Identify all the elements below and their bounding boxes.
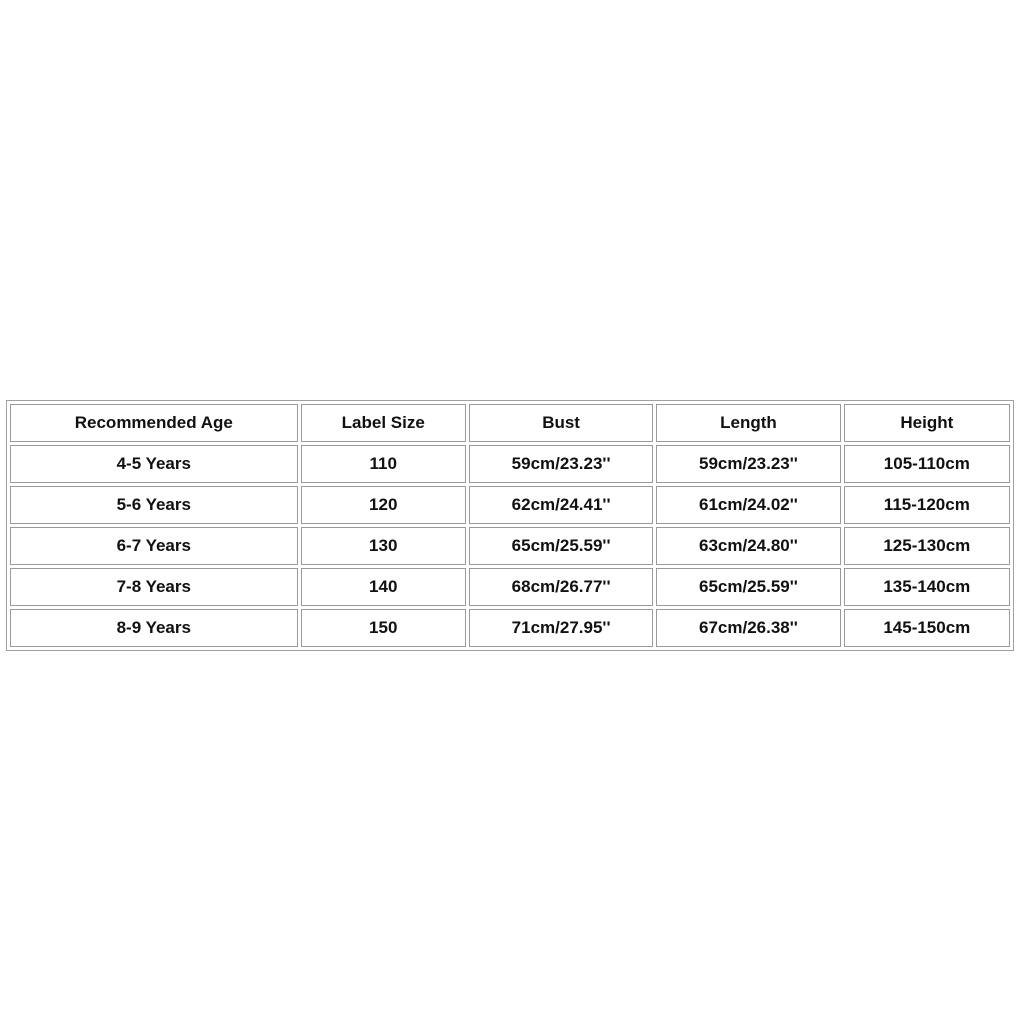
cell-height: 115-120cm <box>844 486 1010 524</box>
cell-length: 59cm/23.23'' <box>656 445 840 483</box>
cell-length: 61cm/24.02'' <box>656 486 840 524</box>
cell-bust: 62cm/24.41'' <box>469 486 653 524</box>
cell-age: 8-9 Years <box>10 609 298 647</box>
cell-age: 7-8 Years <box>10 568 298 606</box>
cell-bust: 59cm/23.23'' <box>469 445 653 483</box>
table-row <box>10 486 1010 524</box>
cell-age: 6-7 Years <box>10 527 298 565</box>
header-height: Height <box>844 404 1010 442</box>
table-row <box>10 445 1010 483</box>
cell-label-size: 130 <box>301 527 466 565</box>
table-row <box>10 527 1010 565</box>
cell-age: 4-5 Years <box>10 445 298 483</box>
cell-bust: 71cm/27.95'' <box>469 609 653 647</box>
table-row <box>10 609 1010 647</box>
header-label-size: Label Size <box>301 404 466 442</box>
cell-label-size: 150 <box>301 609 466 647</box>
header-length: Length <box>656 404 840 442</box>
cell-label-size: 140 <box>301 568 466 606</box>
cell-length: 63cm/24.80'' <box>656 527 840 565</box>
table-row <box>10 568 1010 606</box>
cell-label-size: 120 <box>301 486 466 524</box>
cell-bust: 65cm/25.59'' <box>469 527 653 565</box>
size-chart-table <box>6 400 1014 651</box>
header-recommended-age: Recommended Age <box>10 404 298 442</box>
cell-length: 67cm/26.38'' <box>656 609 840 647</box>
cell-height: 135-140cm <box>844 568 1010 606</box>
cell-height: 145-150cm <box>844 609 1010 647</box>
cell-length: 65cm/25.59'' <box>656 568 840 606</box>
table-header-row <box>10 404 1010 442</box>
cell-height: 105-110cm <box>844 445 1010 483</box>
cell-label-size: 110 <box>301 445 466 483</box>
cell-height: 125-130cm <box>844 527 1010 565</box>
cell-age: 5-6 Years <box>10 486 298 524</box>
cell-bust: 68cm/26.77'' <box>469 568 653 606</box>
header-bust: Bust <box>469 404 653 442</box>
